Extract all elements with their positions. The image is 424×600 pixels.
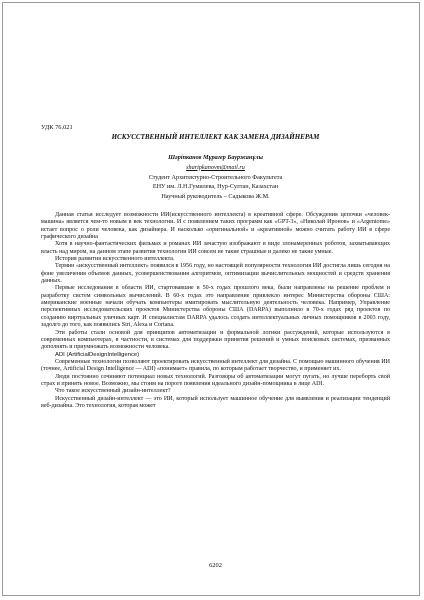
section-heading-adi: ADI (ArtificialDesignIntelligence)	[55, 351, 140, 358]
section-heading-history: История развития искусственного интеллекта.	[55, 256, 175, 263]
author-block	[41, 153, 390, 202]
section-heading-what-is: Что такое искусственный дизайн-интеллект?	[55, 388, 171, 395]
author-role: Студент Архитектурно-Строительного Факультета	[148, 173, 283, 181]
paragraph-foundations: Эти работы стали основой для принципов автоматизации и формальной логики рассуждений, которые используются в современных компьютерах, в частности, в системах для поддержки принятия решений и умных поисковых системах, призванных дополнять и приумножать возможности человека.	[41, 329, 390, 351]
paragraph-automation: Люди постоянно сочиняют потенциал новых технологий. Разговоры об автоматизации могут пугать, но лучше переборть свой страх и принять новое. Возможно, мы стоим на пороге появления идеального дизайн-помощника в лице ADI.	[41, 373, 390, 387]
article-title: ИСКУССТВЕННЫЙ ИНТЕЛЛЕКТ КАК ЗАМЕНА ДИЗАЙНЕРАМ	[111, 133, 320, 141]
paragraph-early-research: Первые исследования в области ИИ, стартовавшие в 50-х годах прошлого века, были направлены на решение проблем и разработку систем символьных вычислений. В 60-х годах это направление привлекло интерес Министерства обороны США: американские военные начали обучать компьютеры имитировать мыслительную деятельность человека. Например, Управление перспективных исследовательских проектов Министерства обороны США (DARPA) выполнило в 70-х годах ряд проектов по созданию виртуальных уличных карт. И специалистам DARPA удалось создать интеллектуальных личных помощников в 2003 году, задолго до того, как появились Siri, Alexa и Cortana.	[41, 285, 390, 329]
paper-page	[41, 3, 390, 595]
page-frame	[2, 2, 420, 596]
paragraph-abstract: Данная статья исследует возможности ИИ(искусственного интеллекта) в креативной сфере. Обсуждения цепочки «человек-машина» является чем-то новым в век технологии. И с появлением таких программ как «GPT-3», «Николай Иронов» и «Argentome» встает вопрос о роли человека, как дизайнера. И насколько «оригинальной» и «креативной» можно считать работу ИИ в сфере графического дизайна	[41, 212, 390, 241]
page-number: 6202	[209, 562, 222, 569]
paragraph-definition: Искусственный дизайн-интеллект — это ИИ, который использует машинное обучение для выявления и реализации тенденций веб-дизайна. Это технология, которая может	[41, 395, 390, 409]
udk-code: УДК 76.021	[41, 124, 73, 131]
author-university: ЕНУ им. Л.Н.Гумилева, Нур-Султан, Казахстан	[152, 183, 279, 191]
paragraph-modern-tech: Современные технологии позволяют проектировать искусственный интеллект для дизайна. С помощью машинного обучения ИИ (точнее, Artificial Design Intelligence — ADI) «понимает» правила, по которым работает творчество, и применяет их.	[41, 358, 390, 373]
paragraph-term: Термин «искусственный интеллект» появился в 1956 году, но настоящей популярности технология ИИ достигла лишь сегодня на фоне увеличения объемов данных, усовершенствования алгоритмов, оптимизации вычислительных мощностей и средств хранения данных.	[41, 263, 390, 285]
author-name: Шәріпканов Мұрагер Бауржанұлы	[168, 154, 263, 161]
paragraph-intro: Хотя в научно-фантастических фильмах и романах ИИ зачастую изображают в виде злонамеренных роботов, захватывающих власть над миром, на данном этапе развития технологии ИИ совсем не такие страшные и далеко не такие умные.	[41, 241, 390, 255]
article-body	[41, 212, 390, 410]
author-email[interactable]: sharipkanovm@mail.ru	[186, 163, 245, 171]
author-supervisor: Научный руководитель – Садыкова Ж.М.	[161, 193, 270, 201]
